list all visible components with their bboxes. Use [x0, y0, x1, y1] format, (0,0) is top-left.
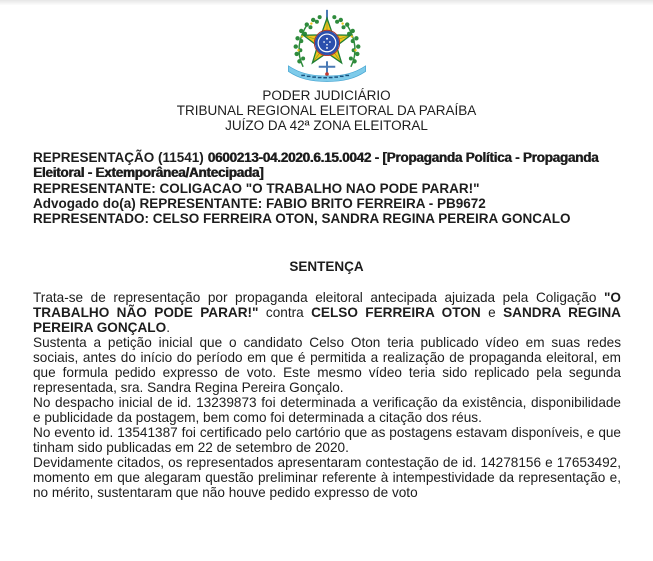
case-label: REPRESENTAÇÃO (11541) [33, 150, 208, 165]
sentence-body [33, 290, 621, 500]
paragraph-5: Devidamente citados, os representados apresentaram contestação de id. 14278156 e 17653492, momento em que alegaram questão preliminar referente à intempestividade da representação e, no mérito, sustentaram que não houve pedido expresso de voto [33, 455, 621, 501]
case-header [33, 150, 621, 226]
star [303, 18, 350, 63]
brazil-coat-of-arms-icon [279, 8, 375, 87]
court-header [0, 88, 653, 133]
paragraph-3: No despacho inicial de id. 13239873 foi determinada a verificação da existência, disponibilidade e publicidade da postagem, bem como foi determinada a citação dos réus. [33, 395, 621, 426]
p1-text: e [480, 305, 504, 321]
p1-text: contra [258, 305, 312, 321]
case-title-line [33, 150, 621, 181]
paragraph-1 [33, 290, 621, 335]
representado-line: REPRESENTADO: CELSO FERREIRA OTON, SANDRA REGINA PEREIRA GONCALO [33, 211, 571, 227]
paragraph-4: No evento id. 13541387 foi certificado pelo cartório que as postagens estavam disponíveis, e que tinham sido publicadas em 22 de setembro de 2020. [33, 425, 621, 456]
p1-text: Trata-se de representação por propaganda eleitoral antecipada ajuizada pela Coligação [33, 290, 604, 306]
header-line-tribunal: TRIBUNAL REGIONAL ELEITORAL DA PARAÍBA [176, 103, 477, 118]
section-title: SENTENÇA [289, 259, 364, 275]
header-line-zona-eleitoral: JUÍZO DA 42ª ZONA ELEITORAL [225, 118, 428, 133]
case-number: 0600213-04.2020.6.15.0042 - [Propaganda Política - Propaganda Eleitoral - Extemporânea/Antecipada] [33, 150, 599, 181]
advogado-line: Advogado do(a) REPRESENTANTE: FABIO BRITO FERREIRA - PB9672 [33, 195, 486, 211]
header-line-poder-judiciario: PODER JUDICIÁRIO [262, 88, 391, 103]
p1-text: . [166, 320, 170, 336]
representante-line: REPRESENTANTE: COLIGACAO "O TRABALHO NAO PODE PARAR!" [33, 180, 480, 196]
paragraph-2: Sustenta a petição inicial que o candidato Celso Oton teria publicado vídeo em suas redes sociais, antes do início do período em que é permitida a realização de propaganda eleitoral, em que formula pedido expresso de voto. Este mesmo vídeo teria sido replicado pela segunda representada, sra. Sandra Regina Pereira Gonçalo. [33, 335, 621, 396]
top-edge-strip [0, 0, 653, 5]
p1-defendant-1: CELSO FERREIRA OTON [311, 305, 481, 321]
p1-defendant-2: SANDRA REGINA PEREIRA GONÇALO [33, 305, 621, 336]
p1-coalition-name: "O TRABALHO NÃO PODE PARAR!" [33, 290, 621, 321]
